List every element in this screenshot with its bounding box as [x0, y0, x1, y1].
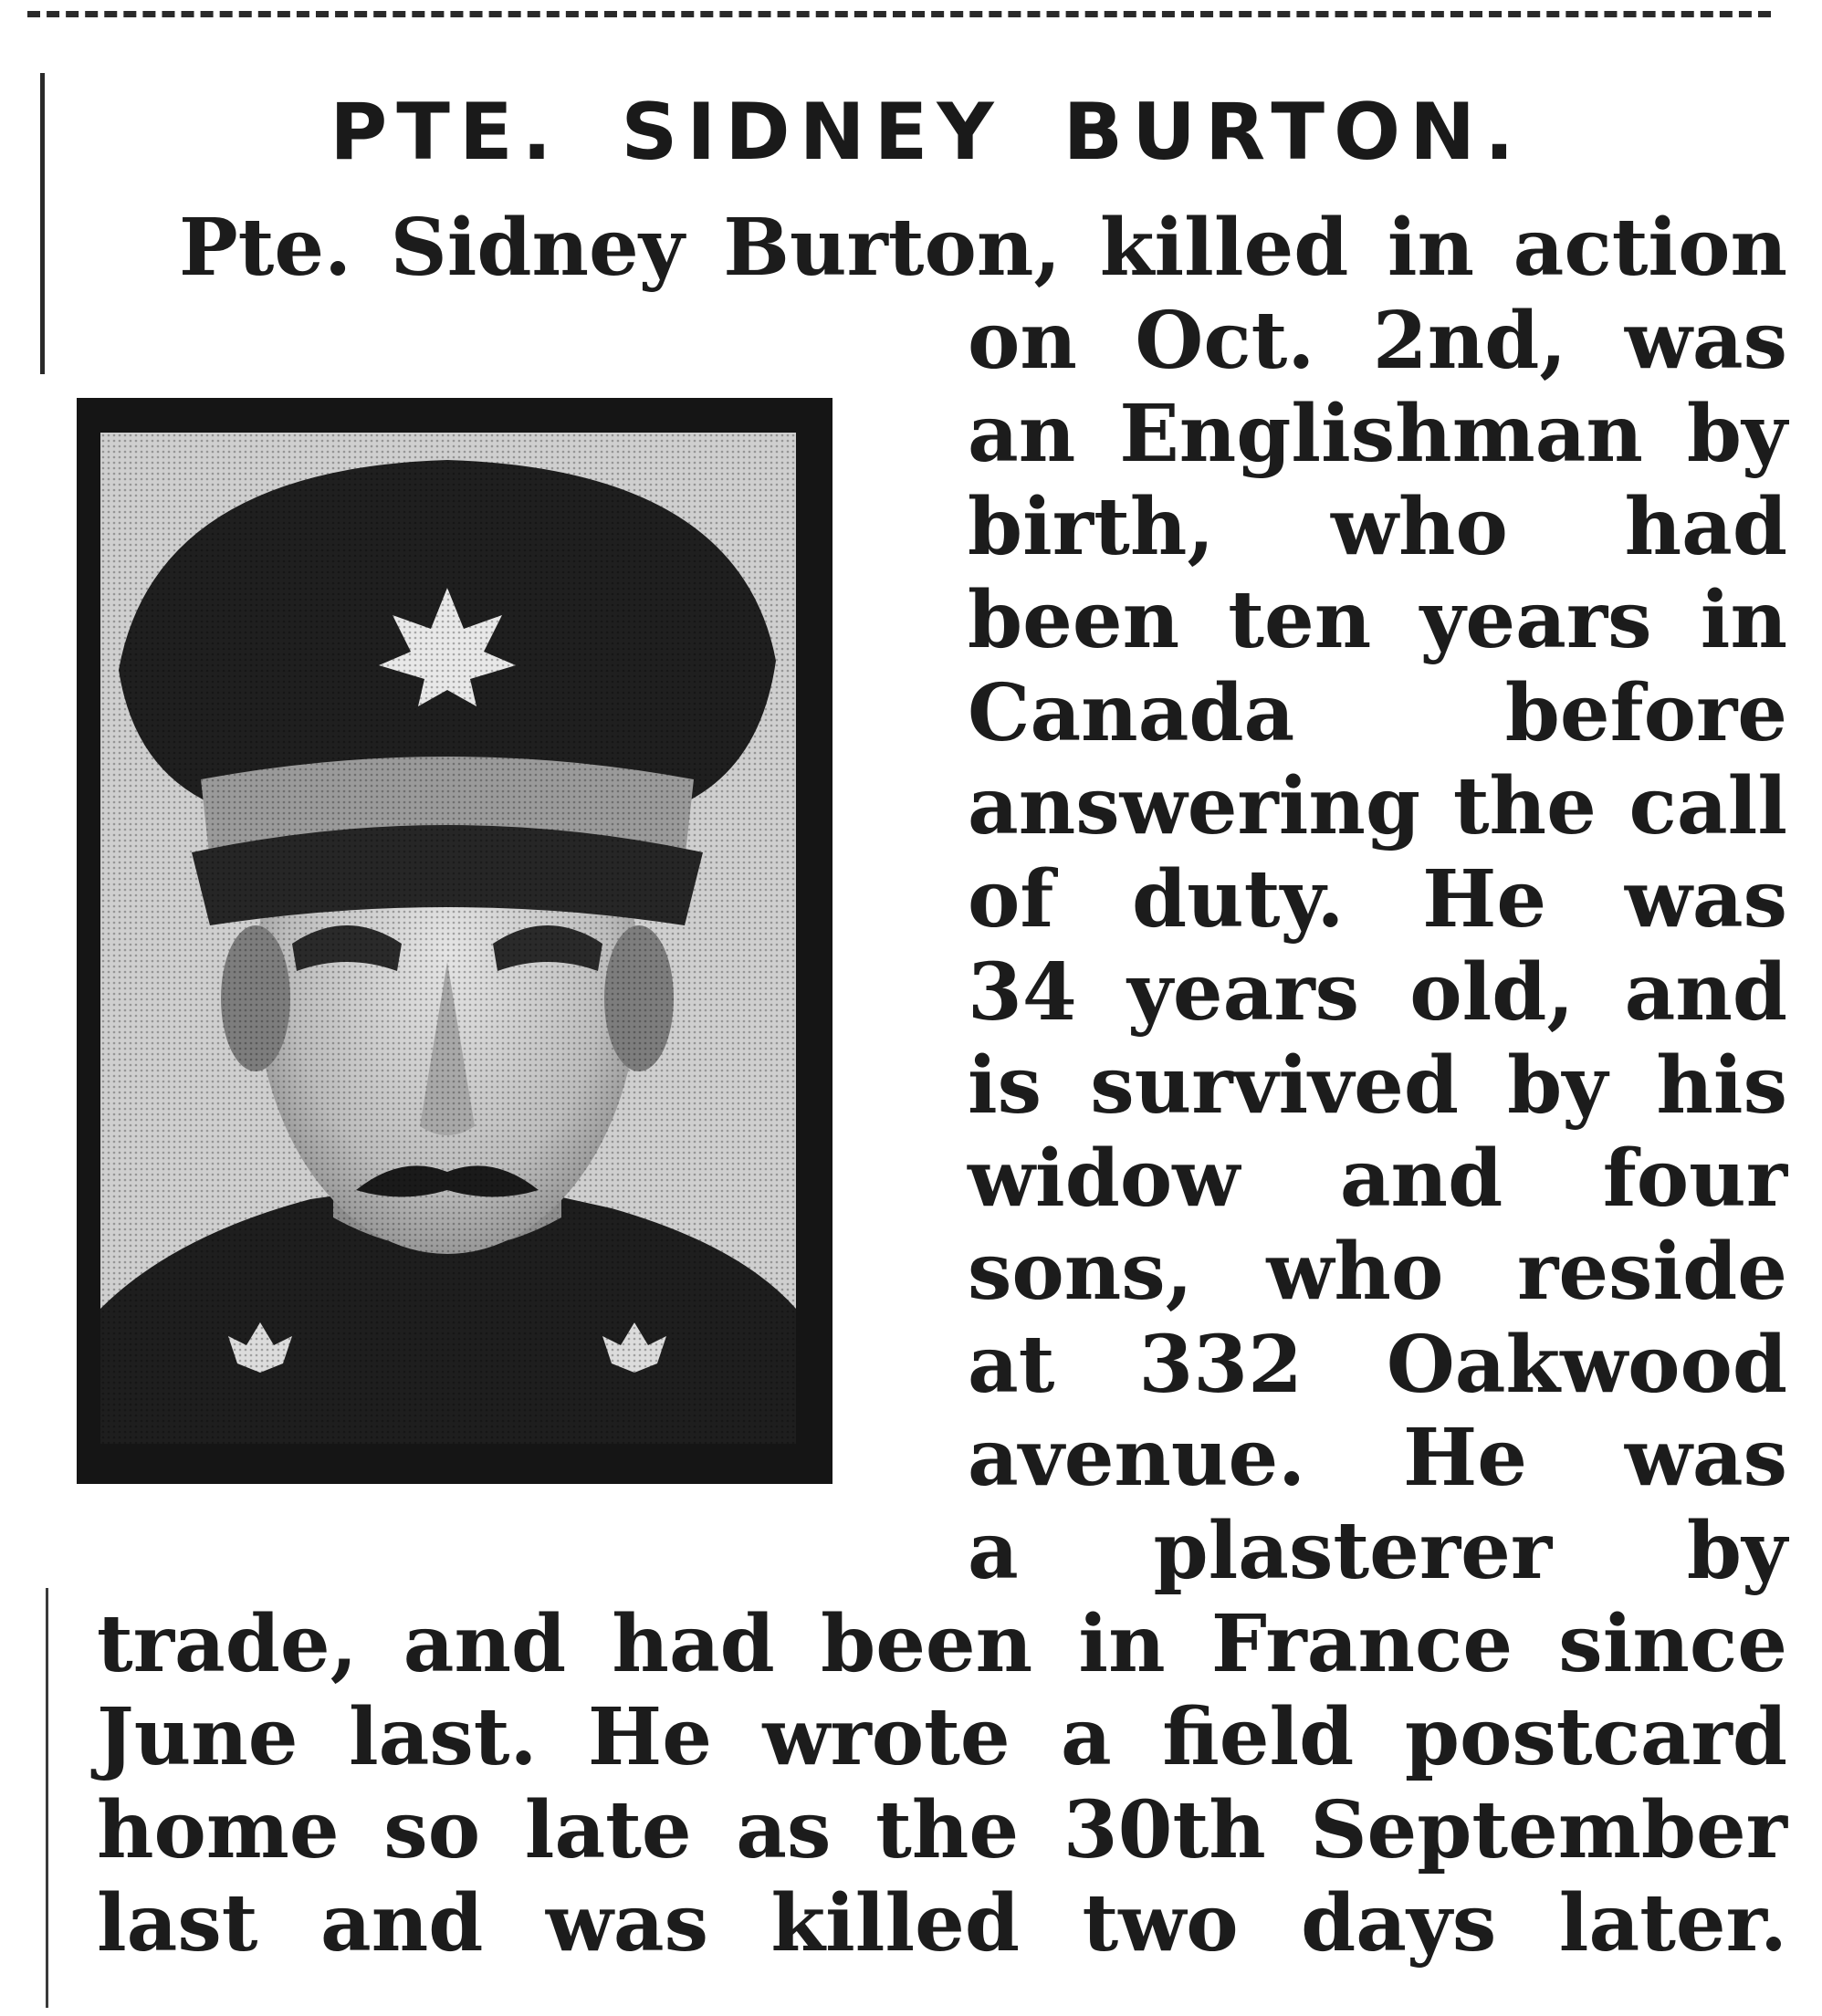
body-line: last and was killed two days later.	[97, 1877, 1787, 1969]
body-line: widow and four	[968, 1133, 1787, 1225]
body-line: Canada before	[968, 667, 1787, 759]
body-line: Pte. Sidney Burton, killed in action	[179, 202, 1787, 294]
body-line: June last. He wrote a field postcard	[97, 1691, 1787, 1783]
portrait-photo	[77, 398, 832, 1484]
article-headline: PTE. SIDNEY BURTON.	[330, 87, 1524, 178]
body-line: been ten years in	[968, 574, 1787, 666]
body-line: trade, and had been in France since	[97, 1598, 1787, 1690]
left-column-rule-bottom	[46, 1588, 48, 2008]
body-line: on Oct. 2nd, was	[968, 295, 1787, 387]
body-line: home so late as the 30th September	[97, 1784, 1787, 1876]
body-line: at 332 Oakwood	[968, 1319, 1787, 1411]
body-line: is survived by his	[968, 1039, 1787, 1132]
body-line: of duty. He was	[968, 853, 1787, 945]
body-line: an Englishman by	[968, 388, 1787, 480]
soldier-portrait-icon	[100, 433, 796, 1444]
top-column-rule	[27, 11, 1771, 17]
body-line: answering the call	[968, 760, 1787, 852]
portrait-image	[100, 433, 796, 1444]
body-line: a plasterer by	[968, 1505, 1787, 1597]
body-line: 34 years old, and	[968, 946, 1787, 1039]
body-line: avenue. He was	[968, 1412, 1787, 1504]
body-line: birth, who had	[968, 481, 1787, 573]
body-line: sons, who reside	[968, 1226, 1787, 1318]
